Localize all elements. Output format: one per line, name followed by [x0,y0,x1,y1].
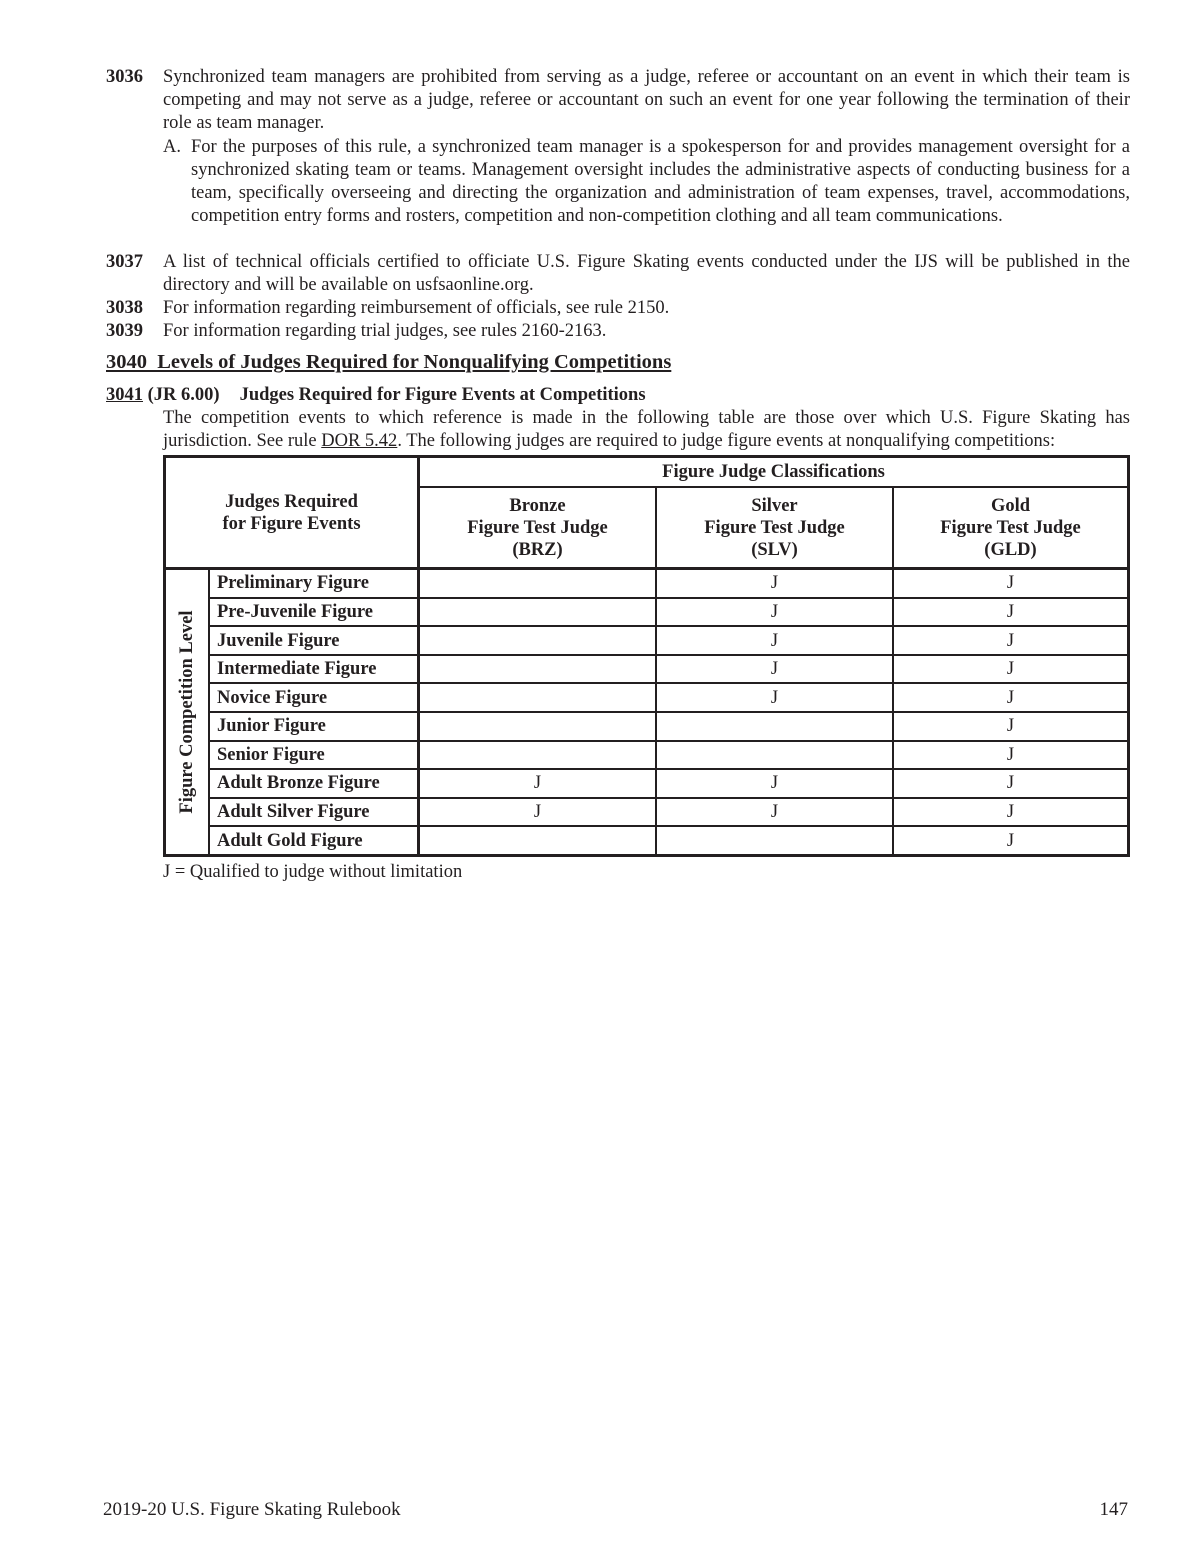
mark-gold: J [893,741,1129,770]
column-sub: Figure Test Judge [704,517,845,538]
subsection-heading [106,384,646,407]
table-row [165,626,1129,655]
judges-required-table [163,455,1130,857]
table-row [165,683,1129,712]
subsection-title: Judges Required for Figure Events at Competitions [239,385,646,405]
mark-bronze [419,741,657,770]
mark-silver [656,712,893,741]
dor-rule-link[interactable]: DOR 5.42 [321,431,398,451]
mark-silver: J [656,769,893,798]
mark-silver: J [656,683,893,712]
rule-text: Synchronized team managers are prohibited from serving as a judge, referee or accountant on an event in which their team is competing and may not serve as a judge, referee or accountant on such an event for one year following the termination of their role as team manager. [163,67,1130,133]
mark-silver: J [656,626,893,655]
level-name: Adult Gold Figure [209,826,419,855]
rule-text: A list of technical officials certified to officiate U.S. Figure Skating events conducted under the IJS will be published in the directory and will be available on usfsaonline.org. [163,252,1130,295]
table-legend: J = Qualified to judge without limitation [163,862,463,882]
level-name: Adult Bronze Figure [209,769,419,798]
mark-gold: J [893,569,1129,598]
subsection-letter: A. [163,137,181,157]
column-header-gold [893,487,1129,569]
level-name: Intermediate Figure [209,655,419,684]
mark-gold: J [893,769,1129,798]
table-row [165,712,1129,741]
mark-gold: J [893,655,1129,684]
table-row [165,769,1129,798]
mark-bronze: J [419,798,657,827]
side-label: Figure Competition Level [177,610,197,814]
column-header-bronze [419,487,657,569]
mark-silver: J [656,569,893,598]
mark-gold: J [893,826,1129,855]
intro-text-before: The competition events to which reference is made in the following table are those over which U.S. Figure Skating has jurisdiction. See rule [163,408,1130,451]
level-name: Juvenile Figure [209,626,419,655]
level-name: Novice Figure [209,683,419,712]
column-code: (SLV) [751,539,798,560]
mark-silver [656,826,893,855]
table-row [165,798,1129,827]
level-name: Junior Figure [209,712,419,741]
mark-silver: J [656,798,893,827]
mark-gold: J [893,598,1129,627]
table-row [165,598,1129,627]
rule-text: For information regarding reimbursement of officials, see rule 2150. [163,298,670,318]
table-row [165,569,1129,598]
mark-silver [656,741,893,770]
rule-number: 3039 [106,321,143,341]
mark-gold: J [893,798,1129,827]
rule-number: 3037 [106,252,143,272]
corner-line-2: for Figure Events [222,513,361,534]
column-name: Silver [751,495,798,516]
column-name: Bronze [509,495,566,516]
mark-bronze [419,683,657,712]
rule-number: 3036 [106,67,143,87]
mark-gold: J [893,712,1129,741]
mark-bronze [419,826,657,855]
rule-text: For information regarding trial judges, see rules 2160-2163. [163,321,607,341]
level-name: Adult Silver Figure [209,798,419,827]
subsection-number-link[interactable]: 3041 [106,385,143,405]
table-row [165,741,1129,770]
column-sub: Figure Test Judge [467,517,608,538]
rule-3037 [106,251,1130,297]
mark-bronze [419,655,657,684]
mark-bronze [419,712,657,741]
mark-bronze [419,626,657,655]
subsection-ref: (JR 6.00) [143,385,220,405]
rule-3038 [106,297,1130,320]
mark-silver: J [656,598,893,627]
level-name: Senior Figure [209,741,419,770]
rule-3036 [106,66,1130,135]
section-heading: 3040 Levels of Judges Required for Nonqualifying Competitions [106,351,672,373]
page-number: 147 [1099,1499,1128,1520]
mark-silver: J [656,655,893,684]
footer-title: 2019-20 U.S. Figure Skating Rulebook [103,1499,401,1520]
mark-bronze [419,569,657,598]
table-corner-header [165,457,419,569]
subsection-intro [163,407,1130,453]
table-header-row-1 [165,457,1129,488]
column-code: (BRZ) [512,539,563,560]
level-name: Preliminary Figure [209,569,419,598]
rule-3039 [106,320,1130,343]
mark-bronze: J [419,769,657,798]
level-name: Pre-Juvenile Figure [209,598,419,627]
corner-line-1: Judges Required [225,491,358,512]
mark-bronze [419,598,657,627]
column-sub: Figure Test Judge [940,517,1081,538]
mark-gold: J [893,626,1129,655]
column-name: Gold [990,495,1031,516]
table-row [165,826,1129,855]
table-row [165,655,1129,684]
mark-gold: J [893,683,1129,712]
intro-text-after: . The following judges are required to judge figure events at nonqualifying competitions: [397,431,1056,451]
subsection-text: For the purposes of this rule, a synchronized team manager is a spokesperson for and provides management oversight for a synchronized skating team or teams. Management oversight includes the administrative aspects of conducting business for a team, specifically overseeing and directing the organization and administration of team expenses, travel, accommodations, competition entry forms and rosters, competition and non-competition clothing and all team communications. [191,137,1130,226]
rule-3036-subsection-a [163,136,1130,228]
rule-number: 3038 [106,298,143,318]
column-code: (GLD) [984,539,1037,560]
classification-group-header: Figure Judge Classifications [419,457,1129,488]
side-label-cell [165,569,210,856]
column-header-silver [656,487,893,569]
